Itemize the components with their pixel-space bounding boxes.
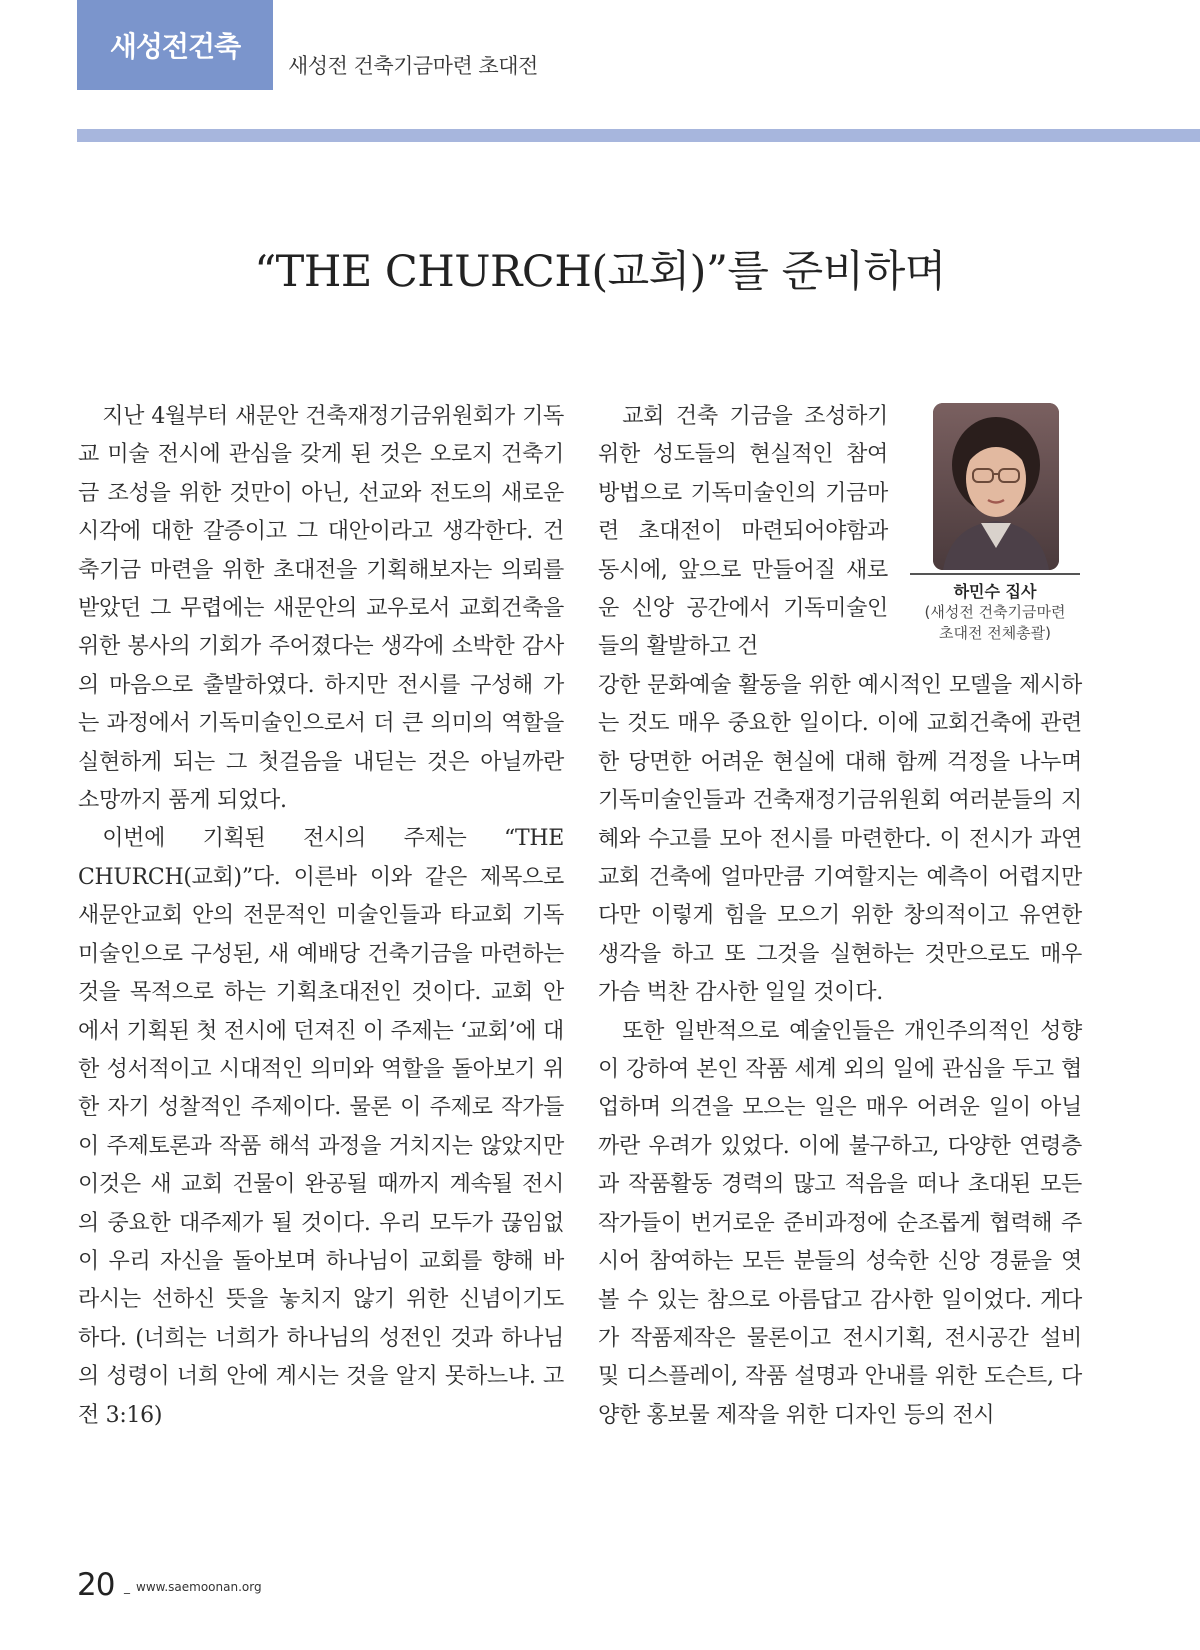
author-caption <box>905 581 1085 644</box>
caption-divider <box>910 573 1080 575</box>
body-paragraph: 강한 문화예술 활동을 위한 예시적인 모델을 제시하는 것도 매우 중요한 일이다. 이에 교회건축에 관련한 당면한 어려운 현실에 대해 함께 걱정을 나누며 기독미술인들과 건축재정기금위원회 여러분들의 지혜와 수고를 모아 전시를 마련한다. 이 전시가 과연 교회 건축에 얼마만큼 기여할지는 예측이 어렵지만 다만 이렇게 힘을 모으기 위한 창의적이고 유연한 생각을 하고 또 그것을 실현하는 것만으로도 매우 가슴 벅찬 감사한 일일 것이다. <box>598 673 1082 1006</box>
author-portrait-image <box>933 403 1059 570</box>
article-column-left <box>78 398 564 1435</box>
body-paragraph: 또한 일반적으로 예술인들은 개인주의적인 성향이 강하여 본인 작품 세계 외의 일에 관심을 두고 협업하며 의견을 모으는 일은 매우 어려운 일이 아닐까란 우려가 있었다. 이에 불구하고, 다양한 연령층과 작품활동 경력의 많고 적음을 떠나 초대된 모든 작가들이 번거로운 준비과정에 순조롭게 협력해 주시어 참여하는 모든 분들의 성숙한 신앙 경륜을 엿볼 수 있는 참으로 아름답고 감사한 일이었다. 게다가 작품제작은 물론이고 전시기획, 전시공간 설비 및 디스플레이, 작품 설명과 안내를 위한 도슨트, 다양한 홍보물 제작을 위한 디자인 등의 전시 <box>598 1018 1082 1428</box>
body-paragraph: 교회 건축 기금을 조성하기 위한 성도들의 현실적인 참여방법으로 기독미술인의 기금마련 초대전이 마련되어야함과 동시에, 앞으로 만들어질 새로운 신앙 공간에서 기독미술인들의 활발하고 건 <box>598 404 888 660</box>
footer-url <box>124 1580 262 1594</box>
header-rule <box>77 129 1200 142</box>
body-paragraph: 지난 4월부터 새문안 건축재정기금위원회가 기독교 미술 전시에 관심을 갖게 된 것은 오로지 건축기금 조성을 위한 것만이 아닌, 선교와 전도의 새로운 시각에 대한 갈증이고 그 대안이라고 생각한다. 건축기금 마련을 위한 초대전을 기획해보자는 의뢰를 받았던 그 무렵에는 새문안의 교우로서 교회건축을 위한 봉사의 기회가 주어졌다는 생각에 소박한 감사의 마음으로 출발하였다. 하지만 전시를 구성해 가는 과정에서 기독미술인으로서 더 큰 의미의 역할을 실현하게 되는 그 첫걸음을 내딛는 것은 아닐까란 소망까지 품게 되었다. <box>78 404 564 814</box>
article-column-right-top <box>598 398 888 667</box>
author-photo <box>933 403 1059 570</box>
footer-separator: _ <box>124 1580 130 1594</box>
website-url: www.saemoonan.org <box>136 1580 262 1594</box>
article-title: “THE CHURCH(교회)”를 준비하며 <box>254 247 946 297</box>
page-number: 20 <box>77 1567 115 1603</box>
article-column-right <box>598 667 1082 1435</box>
section-label: 새성전건축 <box>77 0 273 90</box>
author-role: 초대전 전체총괄) <box>938 624 1052 642</box>
author-role: (새성전 건축기금마련 <box>924 603 1066 621</box>
section-subtitle: 새성전 건축기금마련 초대전 <box>288 54 538 78</box>
body-paragraph: 이번에 기획된 전시의 주제는 “THE CHURCH(교회)”다. 이른바 이와 같은 제목으로 새문안교회 안의 전문적인 미술인들과 타교회 기독미술인으로 구성된, 새 예배당 건축기금을 마련하는 것을 목적으로 하는 기획초대전인 것이다. 교회 안에서 기획된 첫 전시에 던져진 이 주제는 ‘교회’에 대한 성서적이고 시대적인 의미와 역할을 돌아보기 위한 자기 성찰적인 주제이다. 물론 이 주제로 작가들이 주제토론과 작품 해석 과정을 거치지는 않았지만 이것은 새 교회 건물이 완공될 때까지 계속될 전시의 중요한 대주제가 될 것이다. 우리 모두가 끊임없이 우리 자신을 돌아보며 하나님이 교회를 향해 바라시는 선하신 뜻을 놓치지 않기 위한 신념이기도 하다. (너희는 너희가 하나님의 성전인 것과 하나님의 성령이 너희 안에 계시는 것을 알지 못하느냐. 고전 3:16) <box>78 826 564 1428</box>
author-name: 하민수 집사 <box>953 582 1037 601</box>
